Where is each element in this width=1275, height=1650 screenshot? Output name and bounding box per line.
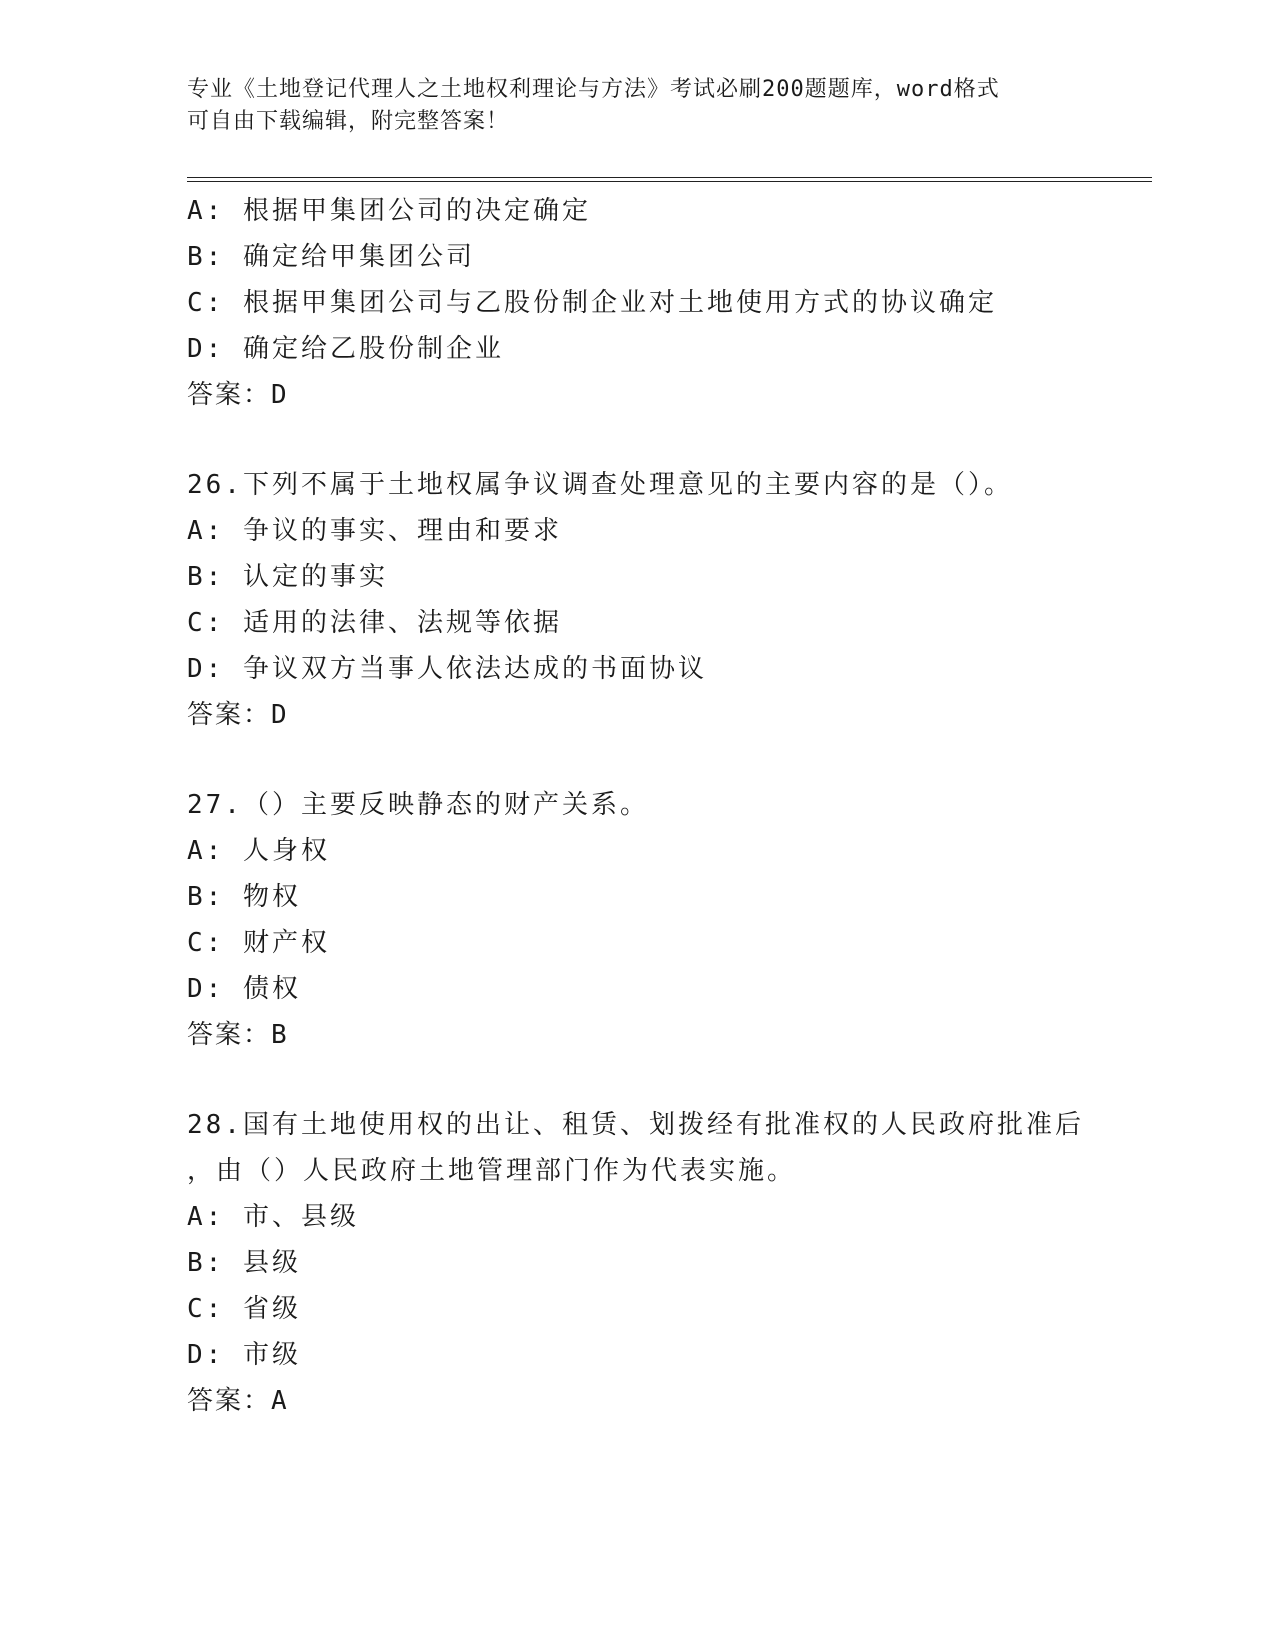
option-b: B: 认定的事实	[187, 562, 388, 592]
answer-line: 答案：D	[187, 380, 289, 410]
spacer	[187, 738, 1147, 782]
option-c: C: 财产权	[187, 928, 330, 958]
option-d: D: 市级	[187, 1340, 301, 1370]
option-a: A: 市、县级	[187, 1202, 359, 1232]
answer-line: 答案：D	[187, 700, 289, 730]
option-c: C: 适用的法律、法规等依据	[187, 608, 562, 638]
document-header	[187, 74, 1067, 138]
question-stem: 26.下列不属于土地权属争议调查处理意见的主要内容的是（）。	[187, 470, 1013, 500]
question-stem: 27.（）主要反映静态的财产关系。	[187, 790, 649, 820]
option-a: A: 根据甲集团公司的决定确定	[187, 196, 591, 226]
option-d: D: 债权	[187, 974, 301, 1004]
spacer	[187, 1058, 1147, 1102]
option-d: D: 争议双方当事人依法达成的书面协议	[187, 654, 707, 684]
spacer	[187, 418, 1147, 462]
option-a: A: 人身权	[187, 836, 330, 866]
option-c: C: 省级	[187, 1294, 301, 1324]
option-b: B: 确定给甲集团公司	[187, 242, 475, 272]
answer-line: 答案：A	[187, 1386, 289, 1416]
answer-line: 答案：B	[187, 1020, 289, 1050]
question-block	[187, 188, 1147, 418]
question-block	[187, 782, 1147, 1058]
option-d: D: 确定给乙股份制企业	[187, 334, 504, 364]
header-line-1: 专业《土地登记代理人之土地权利理论与方法》考试必刷200题题库，word格式	[187, 77, 1000, 102]
question-block	[187, 462, 1147, 738]
question-list	[187, 188, 1147, 1424]
header-line-2: 可自由下载编辑，附完整答案！	[187, 109, 510, 134]
question-block	[187, 1102, 1147, 1424]
header-divider	[187, 177, 1152, 182]
question-stem: 28.国有土地使用权的出让、租赁、划拨经有批准权的人民政府批准后	[187, 1110, 1084, 1140]
option-a: A: 争议的事实、理由和要求	[187, 516, 562, 546]
option-b: B: 物权	[187, 882, 301, 912]
option-c: C: 根据甲集团公司与乙股份制企业对土地使用方式的协议确定	[187, 288, 997, 318]
option-b: B: 县级	[187, 1248, 301, 1278]
question-stem-continued: ，由（）人民政府土地管理部门作为代表实施。	[187, 1156, 797, 1186]
